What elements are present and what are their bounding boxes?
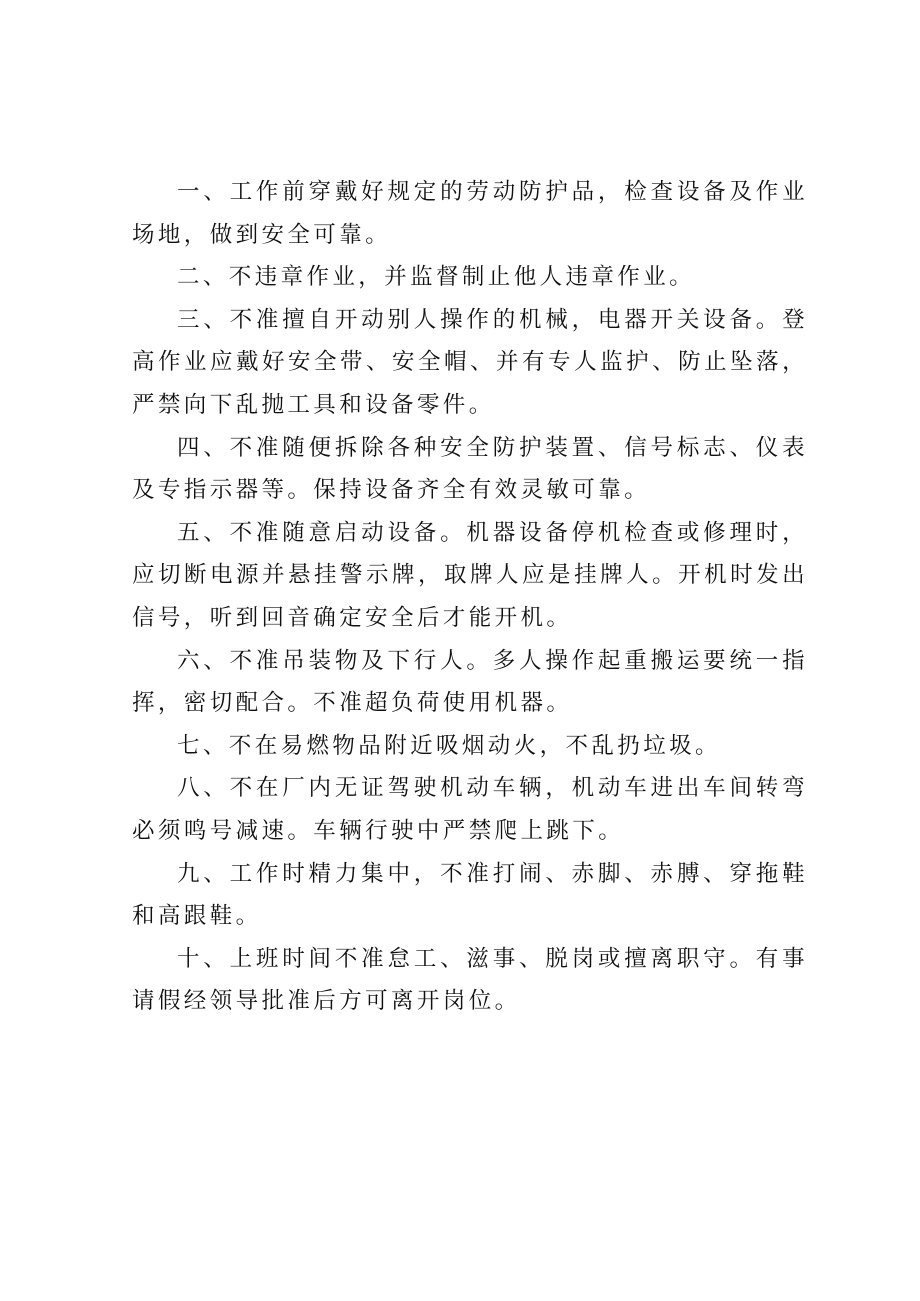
rule-paragraph-6: 六、不准吊装物及下行人。多人操作起重搬运要统一指挥，密切配合。不准超负荷使用机器。 [132,647,808,717]
rule-paragraph-2: 二、不违章作业，并监督制止他人违章作业。 [177,264,696,291]
rule-paragraph-3: 三、不准擅自开动别人操作的机械，电器开关设备。登高作业应戴好安全带、安全帽、并有专人监护、防止坠落，严禁向下乱抛工具和设备零件。 [132,306,808,418]
document-body [132,171,808,1023]
rule-paragraph-4: 四、不准随便拆除各种安全防护装置、信号标志、仪表及专指示器等。保持设备齐全有效灵敏可靠。 [132,434,808,504]
rule-paragraph-9: 九、工作时精力集中，不准打闹、赤脚、赤膊、穿拖鞋和高跟鞋。 [132,860,808,930]
rule-paragraph-10: 十、上班时间不准怠工、滋事、脱岗或擅离职守。有事请假经领导批准后方可离开岗位。 [132,945,808,1015]
rule-paragraph-7: 七、不在易燃物品附近吸烟动火，不乱扔垃圾。 [177,732,721,759]
rule-paragraph-8: 八、不在厂内无证驾驶机动车辆，机动车进出车间转弯必须鸣号减速。车辆行驶中严禁爬上跳下。 [132,775,808,844]
rule-paragraph-1: 一、工作前穿戴好规定的劳动防护品，检查设备及作业场地，做到安全可靠。 [132,179,808,248]
rule-paragraph-5: 五、不准随意启动设备。机器设备停机检查或修理时，应切断电源并悬挂警示牌，取牌人应是挂牌人。开机时发出信号，听到回音确定安全后才能开机。 [132,519,808,631]
